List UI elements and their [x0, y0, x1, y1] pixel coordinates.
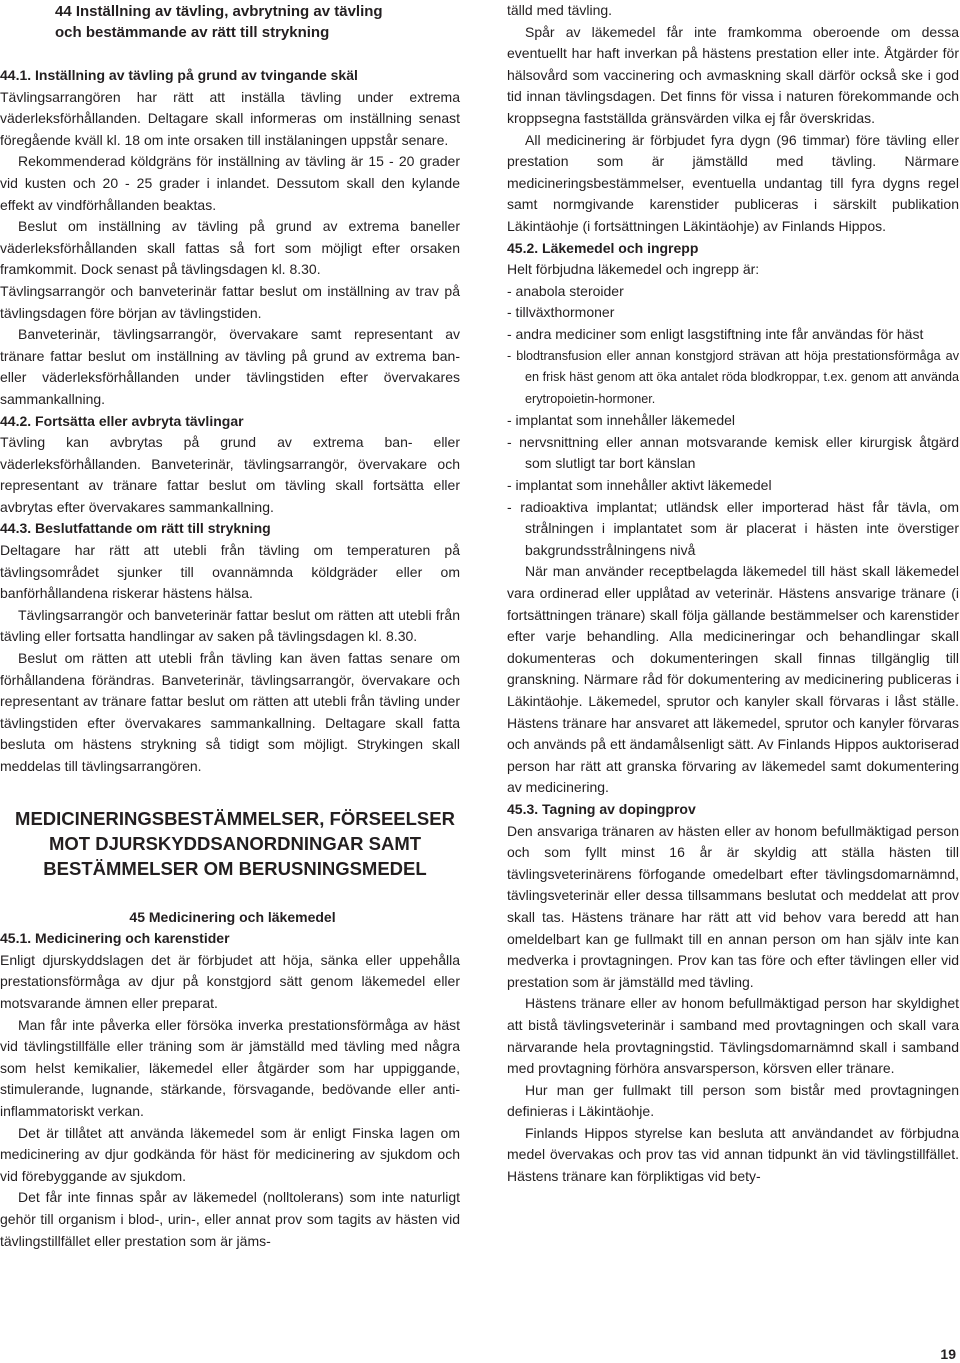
paragraph: Den ansvariga tränaren av hästen eller av honom befullmäktigad person och som fyllt minst 16 år är skyldig att ställa hästen till tävlingsveterinärens förfogande omedelbart efter tävlingsdomarnämnd, tävlingsveterinär eller dessa tillsammans beslutat och meddelat att prov skall tas. Hästens tränare har rätt att vid behov vara beredd att han omeldelbart kan ge fullmakt till en annan person om han själv inte kan medverka i provtagningen. Prov kan tas före och efter tävlingen eller vid prestation som är jämställd med tävling. — [507, 822, 959, 990]
paragraph: Man får inte påverka eller försöka inverka prestationsförmåga av häst vid tävlingstillfälle eller träning som är jämställd med tävling med några som helst kemikalier, läkemedel eller åtgärder som har uppiggande, stimulerande, lugnande, stärkande, försvagande, bedövande eller anti-inflammatoriskt verkan. — [0, 1016, 460, 1119]
paragraph: Tävlingsarrangören har rätt att inställa tävling under extrema väderleksförhållanden. Deltagare skall informeras om inställning senast föregående kväll kl. 18 om inte orsaken till instälaningen uppstår senare. — [0, 88, 460, 148]
paragraph: Hästens tränare eller av honom befullmäktigad person har skyldighet att bistå tävlingsveterinär i samband med provtagningen och skall vara närvarande hela provtagningstid. Tävlingsdomarnämnd skall i samband med provtagning förhöra ansvarsperson, körsven eller tränare. — [507, 995, 959, 1077]
heading-44-1: 44.1. Inställning av tävling på grund av tvingande skäl — [0, 67, 358, 83]
heading-45-1: 45.1. Medicinering och karenstider — [0, 930, 230, 947]
left-column — [0, 0, 460, 1252]
list-item: - implantat som innehåller läkemedel — [507, 412, 735, 429]
page-number: 19 — [940, 1346, 956, 1362]
paragraph: Finlands Hippos styrelse kan besluta att användandet av förbjudna medel övervakas och prov tas vid annan tidpunkt än vid tävlingstillfället. Hästens tränare kan förpliktigas vid bety- — [507, 1124, 959, 1185]
list-item: - implantat som innehåller aktivt läkemedel — [507, 477, 772, 494]
list-item: - nervsnittning eller annan motsvarande kemisk eller kirurgisk åtgärd som slutligt tar bort känslan — [507, 433, 959, 472]
list-item: - anabola steroider — [507, 282, 624, 299]
paragraph: När man använder receptbelagda läkemedel till häst skall läkemedel vara ordinerad eller upplåtad av veterinär. Hästens ansvarige tränare (i fortsättningen tränare) skall följa gällande bestämmelser och karenstider efter varje behandling. Alla medicineringar och behandlingar skall dokumenteras och dokumenteringen skall finnas tillgänglig till granskning. Närmare råd för dokumentering av medicinering publiceras i Läkintäohje. Läkemedel, sprutor och kanyler skall förvaras i låst ställe. Hästens tränare har ansvaret att läkemedel, sprutor och kanyler förvaras och används på ett ändamålsenligt sätt. Av Finlands Hippos auktoriserad person har rätt att granska förvaring av läkemedel samt dokumentering av medicinering. — [507, 563, 959, 796]
list-item: - tillväxthormoner — [507, 304, 615, 321]
chapter-title-line-2: och bestämmande av rätt till strykning — [55, 24, 330, 41]
paragraph: Banveterinär, tävlingsarrangör, övervakare samt representant av tränare fattar beslut om inställning av tävling på grund av extrema ban- eller väderleksförhållanden under tävlingstiden efter övervakares sammankallning. — [0, 326, 460, 407]
paragraph: Hur man ger fullmakt till person som bistår med provtagningen definieras i Läkintäohje. — [507, 1081, 959, 1120]
section-heading: MEDICINERINGSBESTÄMMELSER, FÖRSEELSER MOT DJURSKYDDSANORDNINGAR SAMT BESTÄMMELSER OM BERUSNINGSMEDEL — [15, 807, 455, 879]
prohibited-list — [507, 281, 959, 562]
paragraph: All medicinering är förbjudet fyra dygn (96 timmar) före tävling eller prestation som är jämställd med tävling. Närmare medicineringsbestämmelser, eventuella undantag till fyra dygns regel samt normgivande karenstider publiceras i särskilt publikation Läkintäohje (i fortsättningen Läkintäohje) av Finlands Hippos. — [507, 131, 959, 234]
paragraph: Det är tillåtet att använda läkemedel som är enligt Finska lagen om medicinering av djur godkända för häst för medicinering av sjukdom och vid förebyggande av sjukdom. — [0, 1124, 460, 1184]
paragraph: Beslut om rätten att utebli från tävling kan även fattas senare om förhållandena förändras. Banveterinär, tävlingsarrangör, övervakare och representant av tränare fattar beslut om rätten att utebli från tävling under tävlingstiden efter övervakares sammankallning. Deltagare skall fatta besluta om hästens strykning så tidigt som möjligt. Strykingen skall meddelas till tävlingsarrangören. — [0, 650, 460, 774]
heading-45: 45 Medicinering och läkemedel — [129, 908, 336, 925]
paragraph: Tävlingsarrangör och banveterinär fattar beslut om rätten att utebli från tävling eller fortsatta handlingar av saken på tävlingsdagen kl. 8.30. — [0, 606, 460, 645]
list-item: - andra mediciner som enligt lasgstiftning inte får användas för häst — [507, 325, 924, 342]
paragraph: Rekommenderad köldgräns för inställning av tävling är 15 - 20 grader vid kusten och 20 - 25 grader i inlandet. Dessutom skall den kylande effekt av vindförhållanden beaktas. — [0, 153, 460, 213]
paragraph: Spår av läkemedel får inte framkomma oberoende om dessa eventuellt har haft inverkan på hästens prestation eller inte. Åtgärder för hälsovård som vaccinering och avmaskning skall därför också ske i god tid innan tävlingsdagen. Det finns för vissa i naturen förekommande och kroppsegna fastställda gränsvärden vilka ej får överskridas. — [507, 23, 959, 126]
paragraph: Deltagare har rätt att utebli från tävling om temperaturen på tävlingsområdet sjunker till ovannämnda köldgräder eller om banförhållandena riskerar hästens hälsa. — [0, 542, 460, 602]
list-item: - radioaktiva implantat; utländsk eller importerad häst får tävla, om strålningen i implantatet som är placerat i hästen inte överstiger bakgrundsstrålningens nivå — [507, 498, 959, 558]
paragraph: Det får inte finnas spår av läkemedel (nolltolerans) som inte naturligt gehör till organism i blod-, urin-, eller annat prov som tagits av hästen vid tävlingstillfället eller prestation som är jäms- — [0, 1189, 460, 1249]
paragraph: tälld med tävling. — [507, 2, 613, 18]
paragraph: Beslut om inställning av tävling på grund av extrema baneller väderleksförhållanden skall fattas så fort som möjligt efter orsaken framkommit. Dock senast på tävlingsdagen kl. 8.30. — [0, 218, 460, 278]
heading-45-3: 45.3. Tagning av dopingprov — [507, 800, 696, 817]
heading-44-2: 44.2. Fortsätta eller avbryta tävlingar — [0, 412, 244, 429]
heading-45-2: 45.2. Läkemedel och ingrepp — [507, 239, 699, 256]
paragraph: Helt förbjudna läkemedel och ingrepp är: — [507, 261, 760, 278]
list-item: - blodtransfusion eller annan konstgjord strävan att höja prestationsförmåga av en frisk häst genom att öka antalet röda blodkroppar, t.ex. genom att använda erytropoietin-hormoner. — [507, 348, 959, 406]
paragraph: Tävling kan avbrytas på grund av extrema ban- eller väderleksförhållanden. Banveterinär, tävlingsarrangör, övervakare och representant av tränare fattar beslut om tävling skall fortsätta eller avbrytas efter övervakares sammankallning. — [0, 434, 460, 515]
paragraph: Enligt djurskyddslagen det är förbjudet att höja, sänka eller uppehålla prestationsförmåga av djur på konstgjord sätt genom läkemedel eller motsvarande ämnen eller preparat. — [0, 951, 460, 1011]
chapter-title — [0, 0, 460, 43]
heading-44-3: 44.3. Beslutfattande om rätt till strykning — [0, 520, 271, 537]
chapter-title-line-1: 44 Inställning av tävling, avbrytning av tävling — [55, 3, 383, 20]
paragraph: Tävlingsarrangör och banveterinär fattar beslut om inställning av trav på tävlingsdagen före början av tävlingstiden. — [0, 282, 460, 321]
right-column — [507, 0, 959, 1188]
